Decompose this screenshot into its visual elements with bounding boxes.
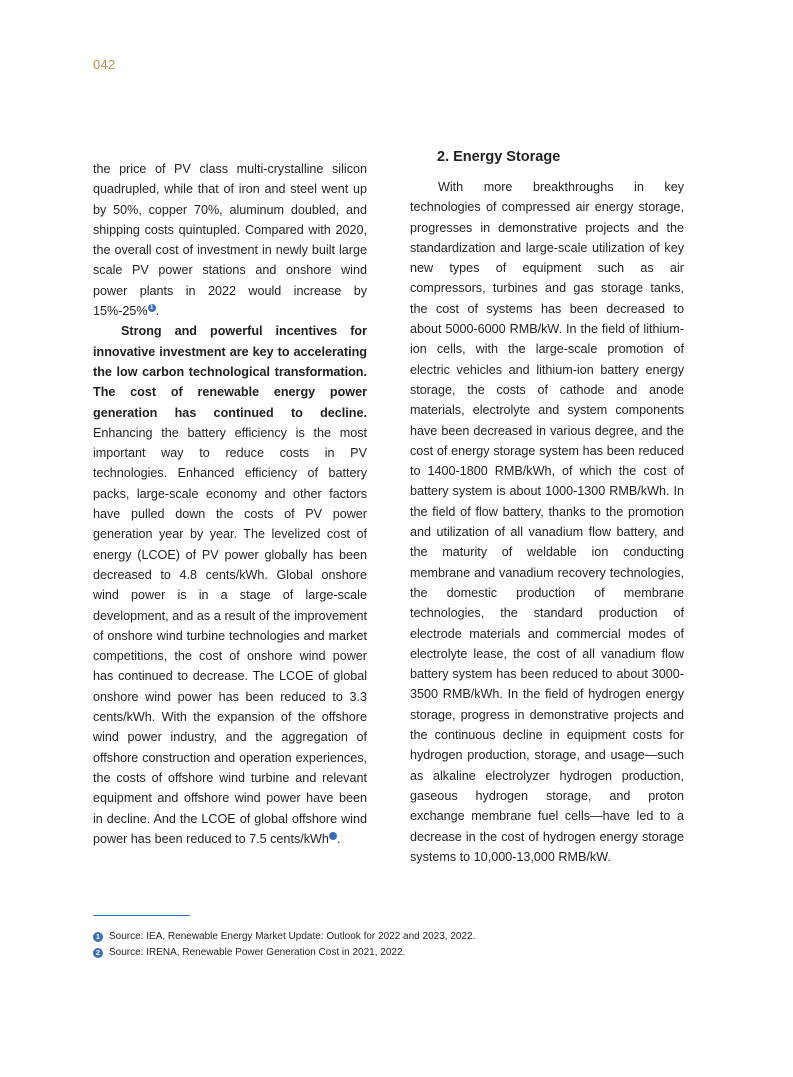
footnote-2 <box>93 945 475 961</box>
footnote-text: Source: IEA, Renewable Energy Market Update: Outlook for 2022 and 2023, 2022. <box>109 931 476 942</box>
footnotes <box>93 929 475 961</box>
page-number: 042 <box>93 57 116 72</box>
footnote-marker-icon: 2 <box>93 948 103 958</box>
footnote-divider <box>93 915 190 916</box>
footnote-text: Source: IRENA, Renewable Power Generation Cost in 2021, 2022. <box>109 947 406 958</box>
paragraph-energy-storage: With more breakthroughs in key technologies of compressed air energy storage, progresses in demonstrative projects and the standardization and large-scale utilization of key new types of equipment such as air compressors, turbines and gas storage tanks, the cost of systems has been decreased to about 5000-6000 RMB/kW. In the field of lithium-ion cells, with the large-scale promotion of electric vehicles and lithium-ion battery energy storage, the costs of cathode and anode materials, electrolyte and system components have been decreased in various degree, and the cost of energy storage system has been reduced to 1400-1800 RMB/kWh, of which the cost of battery system is about 1000-1300 RMB/kWh. In the field of flow battery, thanks to the promotion and utilization of all vanadium flow battery, and the maturity of weldable ion conducting membrane and vanadium recovery technologies, the domestic production of membrane technologies, the standard production of electrode materials and commercial modes of electrolyte lease, the cost of all vanadium flow battery system has been reduced to about 3000-3500 RMB/kWh. In the field of hydrogen energy storage, progress in demonstrative projects and the continuous decline in equipment costs for hydrogen production, storage, and usage—such as alkaline electrolyzer hydrogen production, gaseous hydrogen storage, and proton exchange membrane fuel cells—have led to a decrease in the cost of hydrogen energy storage systems to 10,000-13,000 RMB/kW. <box>410 180 684 864</box>
footnote-1 <box>93 929 475 945</box>
paragraph-text: the price of PV class multi-crystalline silicon quadrupled, while that of iron and steel went up by 50%, copper 70%, aluminum doubled, and shipping costs quintupled. Compared with 2020, the overall cost of investment in newly built large scale PV power stations and onshore wind power plants in 2022 would increase by 15%-25% <box>93 162 367 319</box>
left-column <box>93 159 367 849</box>
footnote-marker-icon: 1 <box>93 932 103 942</box>
bold-lead-text: Strong and powerful incentives for innovative investment are key to accelerating the low carbon technological transformation. The cost of renewable energy power generation has continued to decline. <box>93 324 367 420</box>
section-heading-energy-storage: 2. Energy Storage <box>437 149 561 165</box>
footnote-ref-2[interactable]: 2 <box>329 832 337 840</box>
paragraph-renewable-costs <box>93 321 367 849</box>
paragraph-text: Enhancing the battery efficiency is the most important way to reduce costs in PV technologies. Enhanced efficiency of battery packs, large-scale economy and other factors have pulled down the costs of PV power generation year by year. The levelized cost of energy (LCOE) of PV power globally has been decreased to 4.8 cents/kWh. Global onshore wind power is in a stage of large-scale development, and as a result of the improvement of onshore wind turbine technologies and market competitions, the cost of onshore wind power has continued to decrease. The LCOE of global onshore wind power has been reduced to 3.3 cents/kWh. With the expansion of the offshore wind power industry, and the aggregation of offshore construction and operation experiences, the costs of offshore wind turbine and relevant equipment and offshore wind power have been in decline. And the LCOE of global offshore wind power has been reduced to 7.5 cents/kWh <box>93 425 367 846</box>
paragraph-pv-costs <box>93 159 367 321</box>
punctuation: . <box>155 304 160 319</box>
punctuation: . <box>336 831 341 846</box>
footnote-ref-1[interactable]: 1 <box>148 304 156 312</box>
right-column <box>410 147 684 867</box>
